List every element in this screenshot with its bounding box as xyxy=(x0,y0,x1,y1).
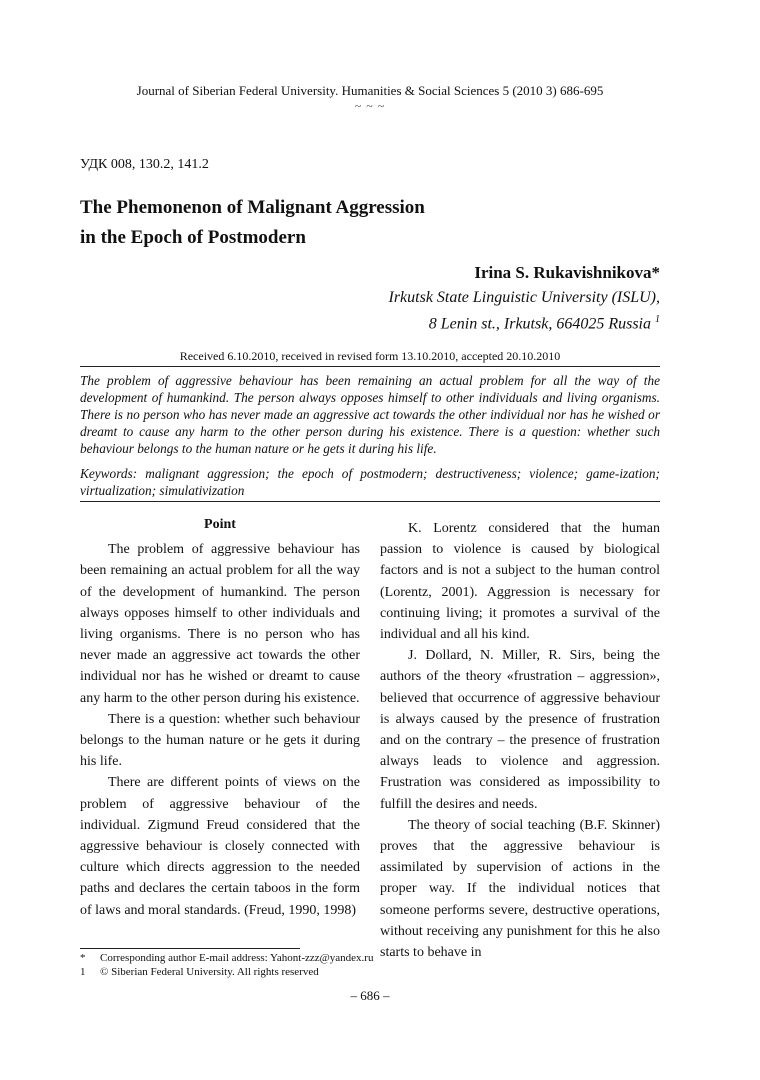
title-line-1: The Phemonenon of Malignant Aggression xyxy=(80,197,425,218)
footnote-mark: * xyxy=(80,952,86,964)
footnote-text: Corresponding author E-mail address: Yahont-zzz@yandex.ru xyxy=(100,952,374,964)
left-column xyxy=(80,514,360,921)
paper-title xyxy=(80,193,425,253)
section-heading: Point xyxy=(204,517,236,532)
right-column xyxy=(380,518,660,963)
affiliation-footnote-mark: 1 xyxy=(655,314,660,325)
affiliation-line-1: Irkutsk State Linguistic University (ISLU), xyxy=(388,289,660,306)
body-paragraph: K. Lorentz considered that the human passion to violence is caused by biological factors and is not a subject to the human control (Lorentz, 2001). Aggression is necessary for continuing living; it promotes a survival of the individual and all his kind. xyxy=(380,521,660,643)
page-number: – 686 – xyxy=(350,988,390,1003)
body-paragraph: J. Dollard, N. Miller, R. Sirs, being the authors of the theory «frustration – aggression», believed that occurrence of aggressive behaviour is always caused by the presence of frustration and on the contrary – the presence of frustration always leads to violence and aggression. Frustration was considered as impossibility to fulfill the desires and needs. xyxy=(380,648,660,812)
footnote xyxy=(80,965,319,979)
abstract-bottom-rule xyxy=(80,501,660,502)
footnote-text: © Siberian Federal University. All rights reserved xyxy=(100,966,319,978)
affiliation-line-2 xyxy=(388,309,660,335)
footnote-mark: 1 xyxy=(80,966,86,978)
abstract: The problem of aggressive behaviour has been remaining an actual problem for all the way of the development of humankind. The person always opposes himself to other individuals and living organisms. There is no person who has never made an aggressive act towards the other individual nor has he wished or dreamt to cause any harm to the other person during his existence. There is a question: whether such behaviour belongs to the human nature or he gets it during his life. xyxy=(80,373,660,456)
author-name: Irina S. Rukavishnikova* xyxy=(474,263,660,282)
header-ornament: ~ ~ ~ xyxy=(354,99,386,113)
udk-code: УДК 008, 130.2, 141.2 xyxy=(80,157,209,172)
received-dates: Received 6.10.2010, received in revised form 13.10.2010, accepted 20.10.2010 xyxy=(179,349,561,363)
keywords: Keywords: malignant aggression; the epoch of postmodern; destructiveness; violence; game-ization; virtualization; simulativization xyxy=(80,466,660,498)
abstract-top-rule xyxy=(80,366,660,367)
body-paragraph: There are different points of views on the problem of aggressive behaviour of the individual. Zigmund Freud considered that the aggressive behaviour is closely connected with culture which directs aggression to the needed paths and declares the certain taboos in the form of laws and moral standards. (Freud, 1990, 1998) xyxy=(80,775,360,918)
body-paragraph: There is a question: whether such behaviour belongs to the human nature or he gets it during his life. xyxy=(80,711,360,770)
footnote xyxy=(80,951,373,965)
body-paragraph: The theory of social teaching (B.F. Skinner) proves that the aggressive behaviour is assimilated by supervision of actions in the proper way. If the individual notices that someone performs severe, destructive operations, without receiving any punishment for this he also starts to behave in xyxy=(380,817,660,961)
title-line-2: in the Epoch of Postmodern xyxy=(80,227,306,248)
journal-header: Journal of Siberian Federal University. Humanities & Social Sciences 5 (2010 3) 686-695 xyxy=(136,83,604,98)
affiliation-address: 8 Lenin st., Irkutsk, 664025 Russia xyxy=(428,315,655,333)
author-affiliation xyxy=(388,287,660,335)
body-paragraph: The problem of aggressive behaviour has been remaining an actual problem for all the way of the development of humankind. The person always opposes himself to other individuals and living organisms. There is no person who has never made an aggressive act towards the other individual nor has he wished or dreamt to cause any harm to the other person during his existence. xyxy=(80,542,360,706)
footnote-rule xyxy=(80,948,300,949)
